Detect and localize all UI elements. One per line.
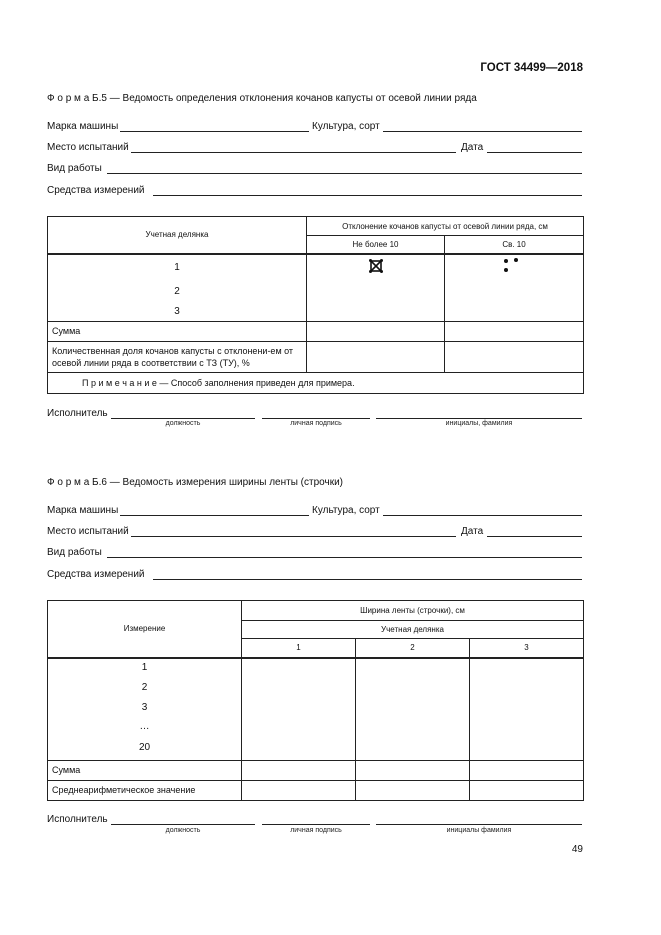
form6-plot-header-2: 2 (356, 639, 470, 658)
page-number: 49 (571, 844, 583, 855)
form5-position-field[interactable] (111, 418, 255, 419)
form6-measure-row: 3 (141, 701, 148, 713)
form6-title (47, 477, 343, 488)
form5-name-caption: инициалы, фамилия (445, 420, 513, 427)
form6-signature-caption: личная подпись (290, 827, 342, 834)
form5-tools-field[interactable] (153, 195, 582, 196)
form5-note-prefix: П р и м е ч а н и е (82, 377, 157, 388)
form5-col-deviation-header: Отклонение кочанов капусты от осевой линии ряда, см (307, 217, 584, 236)
form5-note-text: — Способ заполнения приведен для примера. (156, 377, 355, 388)
form6-mean-plot3-cell[interactable] (470, 780, 584, 800)
form6-plot2-values-cell[interactable] (356, 658, 470, 761)
form5-place-field[interactable] (131, 152, 456, 153)
form5-sum-label: Сумма (48, 321, 307, 341)
form5-culture-field[interactable] (383, 131, 582, 132)
form6-machine-label: Марка машины (47, 505, 119, 516)
form6-plot1-values-cell[interactable] (242, 658, 356, 761)
form5-title (47, 93, 477, 104)
form6-signature-field[interactable] (262, 824, 370, 825)
form5-tools-label: Средства измерений (47, 185, 145, 196)
form5-share-gt10-cell[interactable] (445, 341, 584, 372)
form5-date-label: Дата (461, 142, 484, 153)
form5-title-text: — Ведомость определения отклонения кочанов капусты от осевой линии ряда (106, 93, 477, 104)
form6-mean-plot1-cell[interactable] (242, 780, 356, 800)
form6-position-caption: должность (165, 827, 201, 834)
form5-plot-row: 1 (174, 261, 180, 273)
form6-date-field[interactable] (487, 536, 582, 537)
form5-sum-le10-cell[interactable] (307, 321, 445, 341)
form6-col-width-header: Ширина ленты (строчки), см (242, 601, 584, 621)
form6-col-plot-header: Учетная делянка (242, 621, 584, 639)
form5-signature-field[interactable] (262, 418, 370, 419)
form6-name-field[interactable] (376, 824, 582, 825)
form6-plot-header-1: 1 (242, 639, 356, 658)
form5-col-plot-header: Учетная делянка (48, 217, 307, 254)
form5-plot-rows (48, 254, 307, 322)
form6-title-text: — Ведомость измерения ширины ленты (строчки) (106, 477, 343, 488)
form6-plot-header-3: 3 (470, 639, 584, 658)
form5-place-label: Место испытаний (47, 142, 129, 153)
form5-name-field[interactable] (376, 418, 582, 419)
form5-share-label: Количественная доля кочанов капусты с отклонени-ем от осевой линии ряда в соответствии с ТЗ (ТУ), % (48, 341, 307, 372)
form5-position-caption: должность (165, 420, 201, 427)
form6-measure-row: … (139, 720, 150, 732)
form5-title-prefix: Ф о р м а Б.5 (47, 93, 107, 104)
form5-machine-label: Марка машины (47, 121, 119, 132)
form5-col-le10-header: Не более 10 (307, 236, 445, 254)
standard-number: ГОСТ 34499—2018 (480, 62, 583, 74)
form6-machine-field[interactable] (120, 515, 309, 516)
form5-machine-field[interactable] (120, 131, 309, 132)
form5-work-label: Вид работы (47, 163, 102, 174)
form6-executor-label: Исполнитель (47, 814, 108, 825)
form5-plot-row: 2 (174, 285, 180, 297)
form5-gt10-cell[interactable] (445, 254, 584, 322)
form5-culture-label: Культура, сорт (312, 121, 380, 132)
form6-mean-label: Среднеарифметическое значение (48, 780, 242, 800)
form6-name-caption: инициалы фамилия (446, 827, 512, 834)
form5-date-field[interactable] (487, 152, 582, 153)
form6-sum-plot1-cell[interactable] (242, 760, 356, 780)
dot-tally-mark-icon (503, 258, 525, 276)
form6-measure-row: 1 (141, 661, 148, 673)
form6-table (47, 600, 584, 801)
form6-mean-plot2-cell[interactable] (356, 780, 470, 800)
form5-signature-caption: личная подпись (290, 420, 342, 427)
form6-measure-row: 20 (138, 741, 151, 753)
form5-col-gt10-header: Св. 10 (445, 236, 584, 254)
form6-place-label: Место испытаний (47, 526, 129, 537)
form5-work-field[interactable] (107, 173, 582, 174)
form6-plot3-values-cell[interactable] (470, 658, 584, 761)
form6-culture-field[interactable] (383, 515, 582, 516)
form5-sum-gt10-cell[interactable] (445, 321, 584, 341)
form6-col-measure-header: Измерение (48, 601, 242, 658)
form5-le10-cell[interactable] (307, 254, 445, 322)
form5-share-le10-cell[interactable] (307, 341, 445, 372)
form6-work-field[interactable] (107, 557, 582, 558)
cross-square-mark-icon (369, 259, 383, 273)
form6-tools-field[interactable] (153, 579, 582, 580)
form6-position-field[interactable] (111, 824, 255, 825)
form6-place-field[interactable] (131, 536, 456, 537)
form6-sum-plot2-cell[interactable] (356, 760, 470, 780)
form5-table (47, 216, 584, 394)
form6-measure-rows (48, 658, 242, 761)
form6-work-label: Вид работы (47, 547, 102, 558)
form5-plot-row: 3 (174, 305, 180, 317)
form6-date-label: Дата (461, 526, 484, 537)
form5-note (48, 372, 584, 393)
form6-title-prefix: Ф о р м а Б.6 (47, 477, 107, 488)
form6-tools-label: Средства измерений (47, 569, 145, 580)
form6-measure-row: 2 (141, 681, 148, 693)
form5-executor-label: Исполнитель (47, 408, 108, 419)
form6-sum-label: Сумма (48, 760, 242, 780)
form6-culture-label: Культура, сорт (312, 505, 380, 516)
form6-sum-plot3-cell[interactable] (470, 760, 584, 780)
